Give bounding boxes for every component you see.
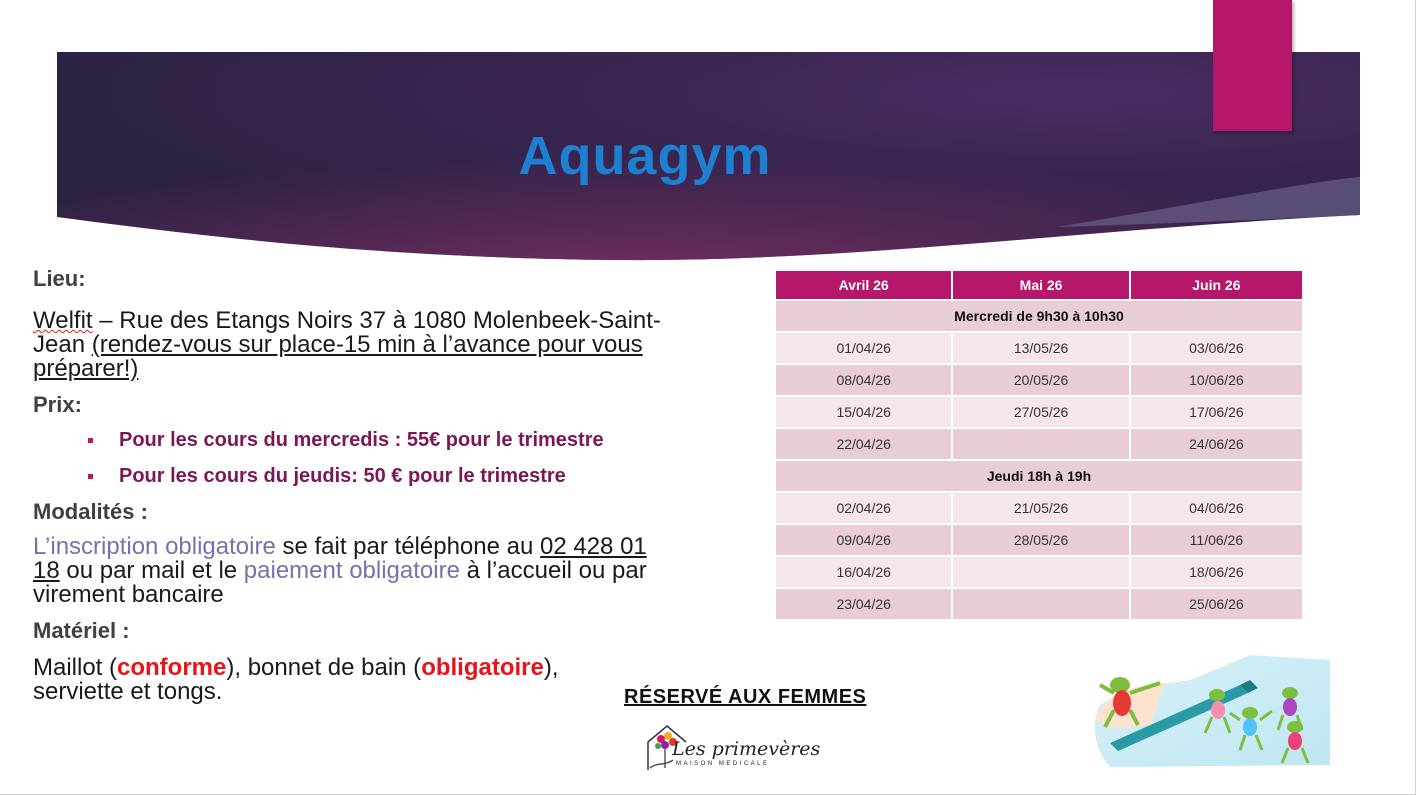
date-cell: 03/06/26 xyxy=(1131,333,1302,365)
date-cell: 02/04/26 xyxy=(776,493,953,525)
session-row xyxy=(776,301,1302,333)
date-cell xyxy=(953,429,1130,461)
date-cell: 08/04/26 xyxy=(776,365,953,397)
date-cell xyxy=(953,557,1130,589)
bullet-icon xyxy=(88,438,93,443)
session-label: Mercredi de 9h30 à 10h30 xyxy=(776,301,1302,333)
table-row xyxy=(776,333,1302,365)
modalites-text-2: se fait par téléphone au xyxy=(275,533,540,560)
date-cell: 27/05/26 xyxy=(953,397,1130,429)
table-row xyxy=(776,397,1302,429)
table-row xyxy=(776,557,1302,589)
date-cell: 25/06/26 xyxy=(1131,589,1302,621)
session-label: Jeudi 18h à 19h xyxy=(776,461,1302,493)
info-column xyxy=(33,266,673,704)
date-cell: 18/06/26 xyxy=(1131,557,1302,589)
date-cell: 23/04/26 xyxy=(776,589,953,621)
price-item xyxy=(33,465,673,488)
date-cell: 04/06/26 xyxy=(1131,493,1302,525)
date-cell: 20/05/26 xyxy=(953,365,1130,397)
table-row xyxy=(776,525,1302,557)
table-row xyxy=(776,365,1302,397)
date-cell: 01/04/26 xyxy=(776,333,953,365)
month-header: Mai 26 xyxy=(953,271,1130,301)
lieu-text xyxy=(33,309,673,381)
lieu-heading: Lieu: xyxy=(33,266,86,291)
date-cell xyxy=(953,589,1130,621)
table-header-row xyxy=(776,271,1302,301)
month-header: Juin 26 xyxy=(1131,271,1302,301)
accent-tab xyxy=(1213,0,1292,131)
table-row xyxy=(776,589,1302,621)
table-row xyxy=(776,429,1302,461)
price-wednesday: Pour les cours du mercredis : 55€ pour le trimestre xyxy=(119,429,604,451)
inscription-text: L’inscription obligatoire xyxy=(33,533,276,560)
obligatoire-text: obligatoire xyxy=(421,654,544,681)
date-cell: 21/05/26 xyxy=(953,493,1130,525)
date-cell: 24/06/26 xyxy=(1131,429,1302,461)
date-cell: 13/05/26 xyxy=(953,333,1130,365)
session-row xyxy=(776,461,1302,493)
modalites-text-3: ou par mail et le xyxy=(59,557,244,584)
conforme-text: conforme xyxy=(117,654,227,681)
materiel-text xyxy=(33,656,673,704)
modalites-text-4: à l’accueil ou par virement bancaire xyxy=(33,557,647,608)
materiel-text-2: ), bonnet de bain ( xyxy=(226,654,422,681)
arrival-note: (rendez-vous sur place-15 min à l’avance pour vous préparer!) xyxy=(33,331,643,382)
table-row xyxy=(776,493,1302,525)
venue-name: Welfit xyxy=(33,307,93,334)
date-cell: 10/06/26 xyxy=(1131,365,1302,397)
schedule-table xyxy=(776,271,1302,621)
month-header: Avril 26 xyxy=(776,271,953,301)
materiel-text-4: serviette et tongs. xyxy=(33,678,223,705)
price-thursday: Pour les cours du jeudis: 50 € pour le trimestre xyxy=(119,465,566,487)
aquagym-frogs-illustration xyxy=(1090,655,1330,770)
women-only-notice: RÉSERVÉ AUX FEMMES xyxy=(624,686,867,708)
date-cell: 09/04/26 xyxy=(776,525,953,557)
prix-heading: Prix: xyxy=(33,392,82,417)
date-cell: 15/04/26 xyxy=(776,397,953,429)
modalites-text xyxy=(33,535,673,607)
date-cell: 28/05/26 xyxy=(953,525,1130,557)
logo-subtitle: MAISON MEDICALE xyxy=(676,761,770,767)
date-cell: 22/04/26 xyxy=(776,429,953,461)
price-item xyxy=(33,429,673,452)
date-cell: 11/06/26 xyxy=(1131,525,1302,557)
bullet-icon xyxy=(88,474,93,479)
logo-name: Les primevères xyxy=(672,738,821,760)
materiel-text-1: Maillot ( xyxy=(33,654,118,681)
phone-number[interactable]: 02 428 01 18 xyxy=(33,533,647,584)
date-cell: 17/06/26 xyxy=(1131,397,1302,429)
page-title: Aquagym xyxy=(518,126,772,186)
modalites-heading: Modalités : xyxy=(33,499,148,524)
materiel-heading: Matériel : xyxy=(33,618,130,643)
materiel-text-3: ), xyxy=(543,654,559,681)
date-cell: 16/04/26 xyxy=(776,557,953,589)
payment-text: paiement obligatoire xyxy=(243,557,460,584)
address: – Rue des Etangs Noirs 37 à 1080 Molenbeek-Saint-Jean xyxy=(33,307,661,358)
